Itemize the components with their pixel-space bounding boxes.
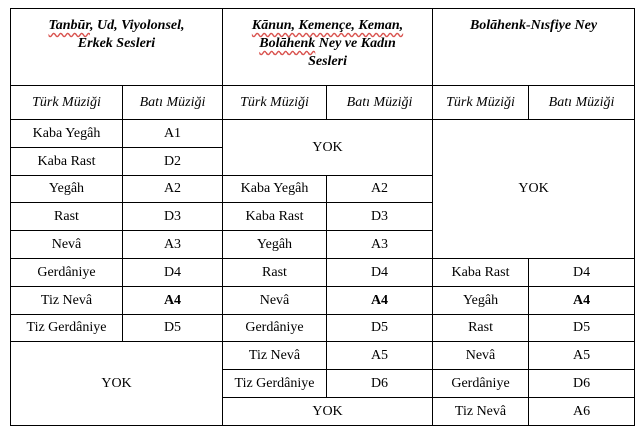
group-header-1-rest: , Ud, Viyolonsel, — [90, 18, 185, 33]
group-header-row — [11, 9, 635, 86]
sub-header-row — [11, 86, 635, 120]
g3-turk-cell: Nevâ — [433, 342, 529, 370]
g3-bati-cell: D6 — [529, 370, 635, 398]
g1-bati-cell: D2 — [123, 147, 223, 175]
g1-turk-cell: Yegâh — [11, 175, 123, 203]
g2-turk-cell: Nevâ — [223, 286, 327, 314]
g1-turk-cell: Tiz Nevâ — [11, 286, 123, 314]
sub-header-turk-2: Türk Müziği — [223, 86, 327, 120]
g3-none-cell: YOK — [433, 120, 635, 259]
g2-turk-cell: Tiz Nevâ — [223, 342, 327, 370]
g2-turk-cell: Kaba Rast — [223, 203, 327, 231]
g2-turk-cell: Kaba Yegâh — [223, 175, 327, 203]
g2-turk-cell: Rast — [223, 258, 327, 286]
g3-bati-cell-highlight: A4 — [529, 286, 635, 314]
sub-header-bati-1: Batı Müziği — [123, 86, 223, 120]
g1-turk-cell: Kaba Rast — [11, 147, 123, 175]
g3-bati-cell: D4 — [529, 258, 635, 286]
group-header-3 — [433, 9, 635, 86]
g1-none-cell: YOK — [11, 342, 223, 425]
g2-bati-cell-highlight: A4 — [327, 286, 433, 314]
g3-turk-cell: Yegâh — [433, 286, 529, 314]
g2-none-cell: YOK — [223, 120, 433, 176]
g2-bati-cell: A2 — [327, 175, 433, 203]
g1-turk-cell: Kaba Yegâh — [11, 120, 123, 148]
g2-bati-cell: A3 — [327, 231, 433, 259]
group-header-2-first-line: Kānun, Kemençe, Keman, — [251, 18, 404, 33]
voice-range-table — [10, 8, 635, 426]
sub-header-bati-3: Batı Müziği — [529, 86, 635, 120]
group-header-2-line3: Sesleri — [308, 54, 347, 69]
g2-bati-cell: D3 — [327, 203, 433, 231]
table-row — [11, 286, 635, 314]
g3-turk-cell: Rast — [433, 314, 529, 342]
g1-bati-cell-highlight: A4 — [123, 286, 223, 314]
table-row — [11, 258, 635, 286]
sub-header-bati-2: Batı Müziği — [327, 86, 433, 120]
g1-bati-cell: A3 — [123, 231, 223, 259]
g1-bati-cell: A1 — [123, 120, 223, 148]
g1-bati-cell: D4 — [123, 258, 223, 286]
g2-turk-cell: Yegâh — [223, 231, 327, 259]
g2-bati-cell: D4 — [327, 258, 433, 286]
g1-turk-cell: Rast — [11, 203, 123, 231]
group-header-2-underlined-word: Bolāhenk — [259, 36, 316, 51]
g3-turk-cell: Tiz Nevâ — [433, 397, 529, 425]
g2-turk-cell: Gerdâniye — [223, 314, 327, 342]
g2-turk-cell: Tiz Gerdâniye — [223, 370, 327, 398]
group-header-3-title: Bolāhenk-Nısfiye Ney — [469, 18, 598, 33]
group-header-2 — [223, 9, 433, 86]
g1-bati-cell: D5 — [123, 314, 223, 342]
group-header-1 — [11, 9, 223, 86]
sub-header-turk-1: Türk Müziği — [11, 86, 123, 120]
group-header-2-rest: Ney ve Kadın — [315, 36, 396, 51]
group-header-1-first-word: Tanbūr — [48, 18, 90, 33]
table-row — [11, 314, 635, 342]
group-header-1-line2: Erkek Sesleri — [77, 36, 156, 51]
g1-turk-cell: Gerdâniye — [11, 258, 123, 286]
g1-turk-cell: Tiz Gerdâniye — [11, 314, 123, 342]
table-row — [11, 342, 635, 370]
table-row — [11, 120, 635, 148]
g2-bati-cell: D5 — [327, 314, 433, 342]
g3-turk-cell: Kaba Rast — [433, 258, 529, 286]
g3-bati-cell: A6 — [529, 397, 635, 425]
g1-bati-cell: D3 — [123, 203, 223, 231]
g3-bati-cell: A5 — [529, 342, 635, 370]
sub-header-turk-3: Türk Müziği — [433, 86, 529, 120]
g3-bati-cell: D5 — [529, 314, 635, 342]
g3-turk-cell: Gerdâniye — [433, 370, 529, 398]
g1-turk-cell: Nevâ — [11, 231, 123, 259]
g2-none-cell-bottom: YOK — [223, 397, 433, 425]
g1-bati-cell: A2 — [123, 175, 223, 203]
g2-bati-cell: D6 — [327, 370, 433, 398]
g2-bati-cell: A5 — [327, 342, 433, 370]
